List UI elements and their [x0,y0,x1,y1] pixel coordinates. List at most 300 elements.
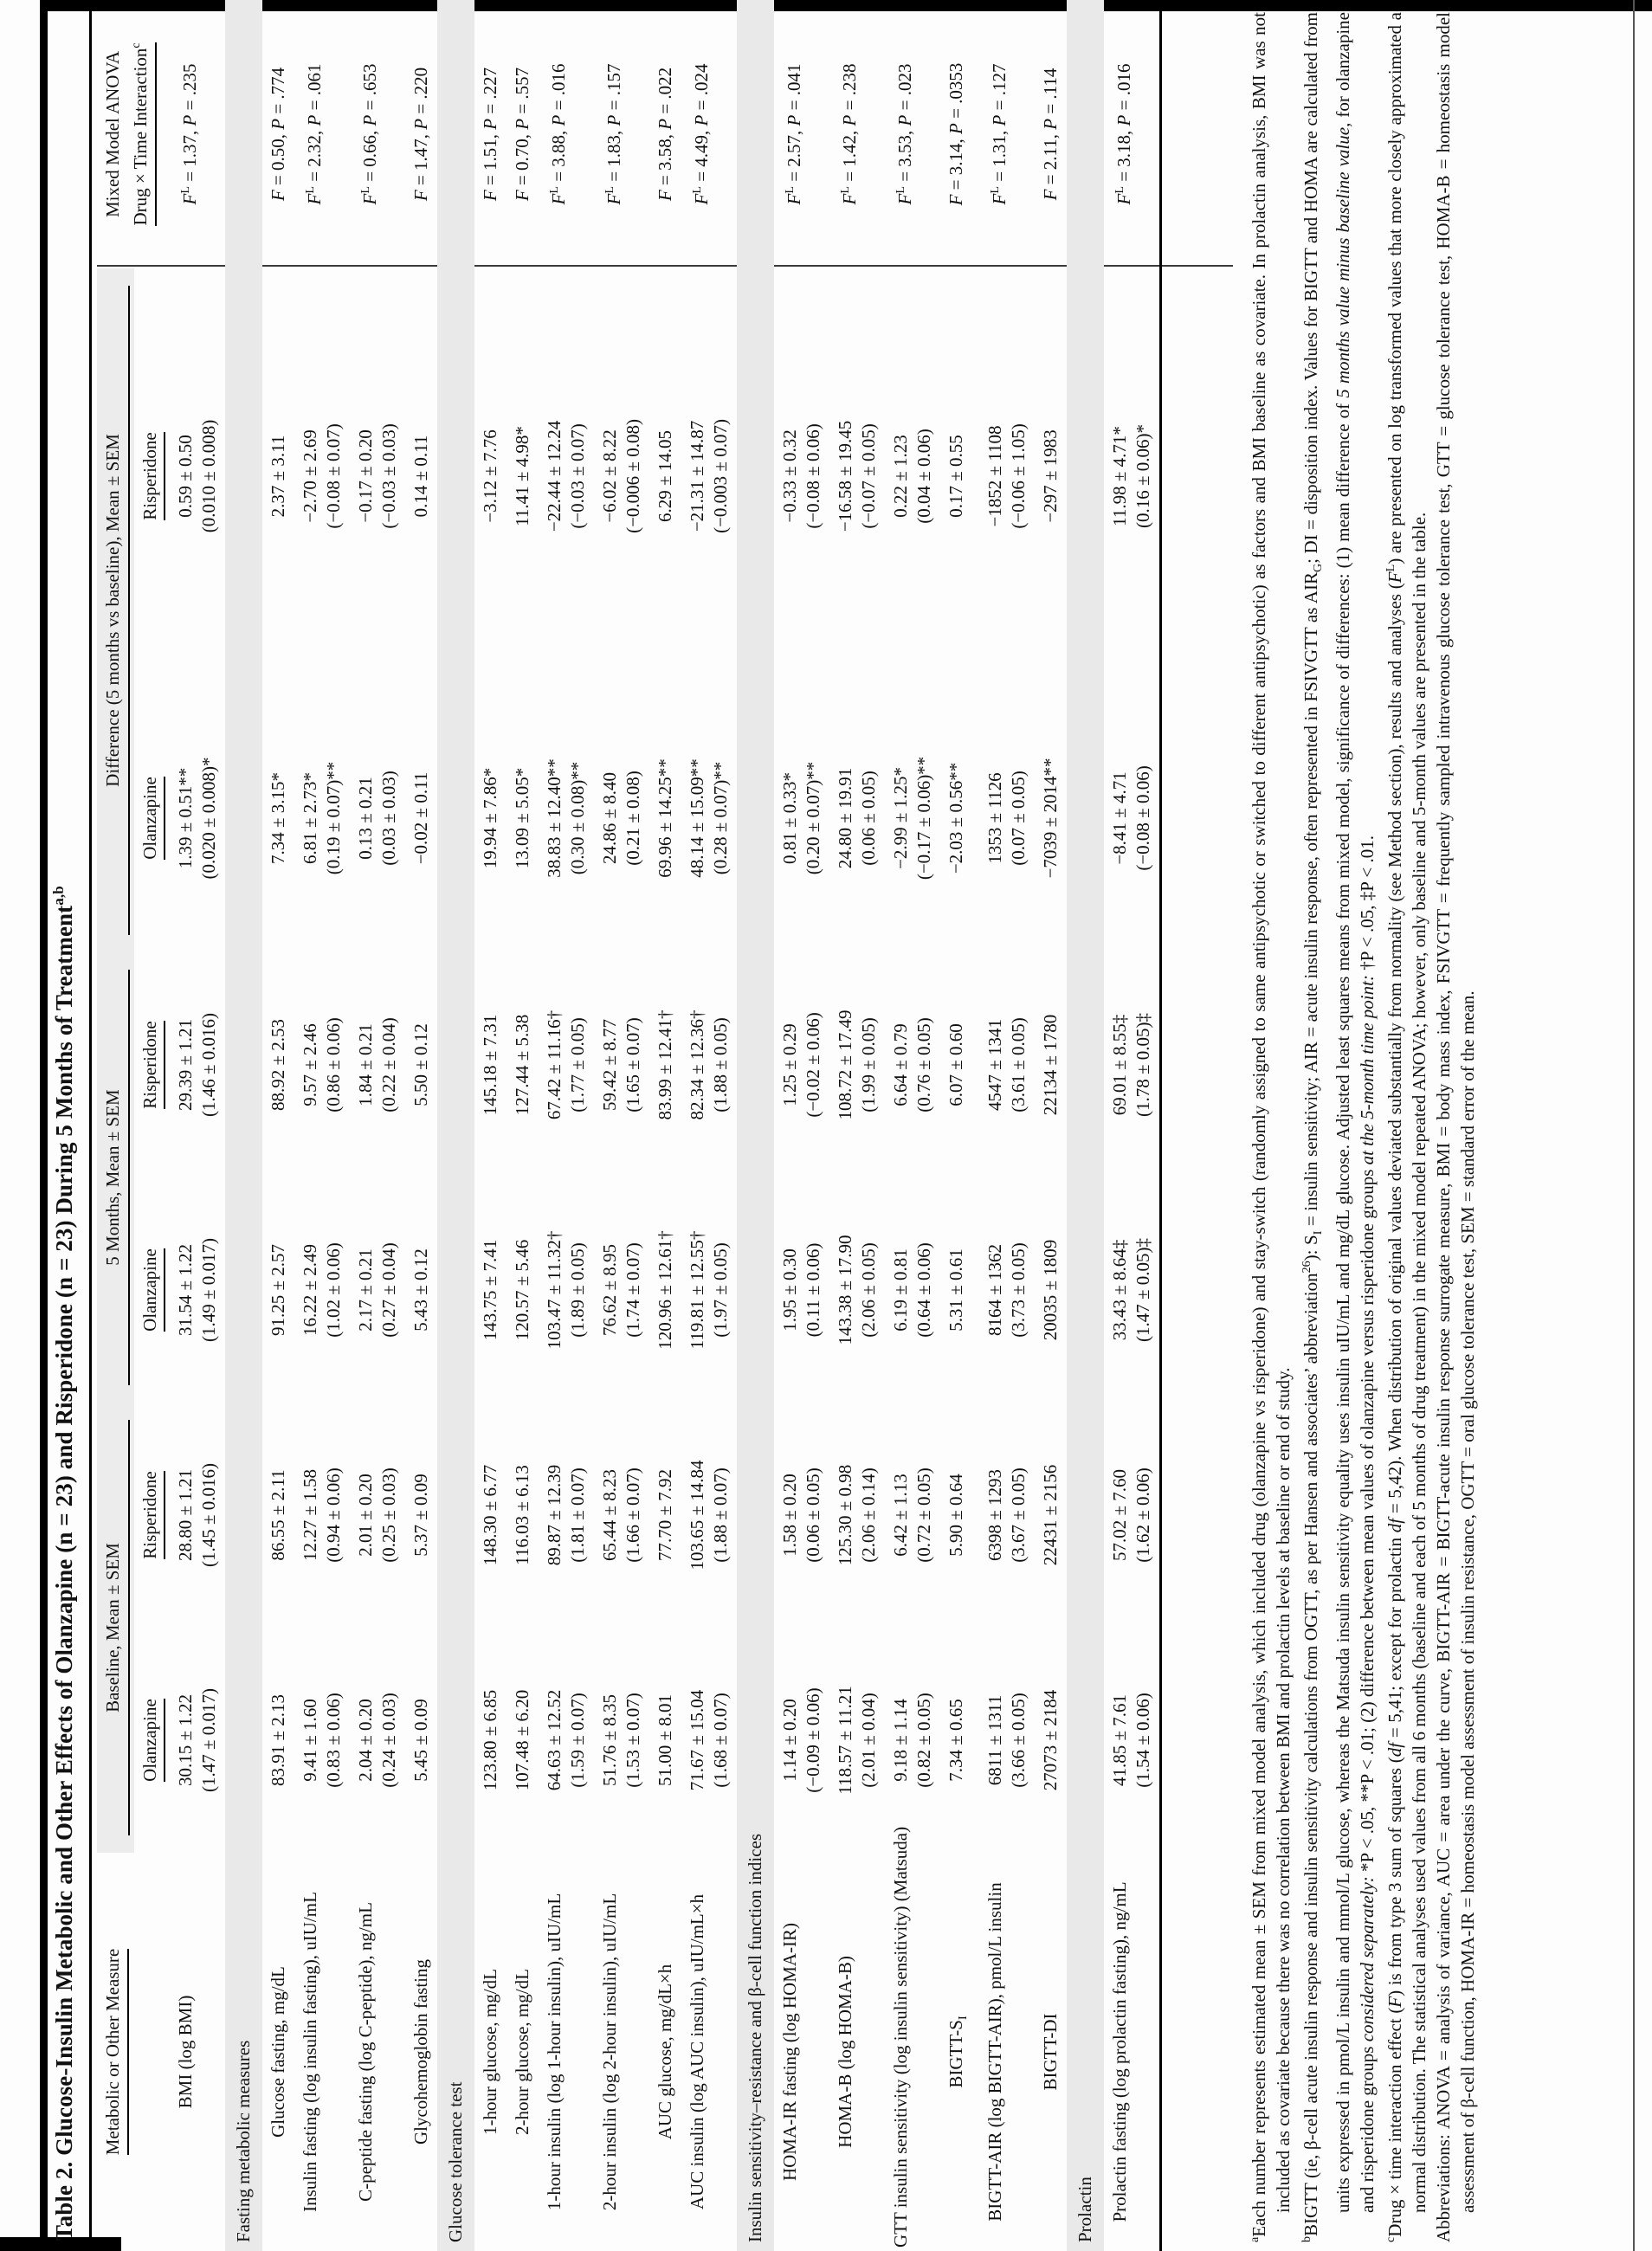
value-cell [474,1628,507,1853]
value-line: 6811 ± 1311 [984,1694,1006,1786]
value-line: 123.80 ± 6.85 [480,1689,500,1791]
value-cell [294,952,350,1177]
value-line: 6398 ± 1293 [984,1468,1006,1562]
value-cell [681,684,737,952]
log-value-line: (3.73 ± 0.05) [1008,1242,1029,1338]
value-cell [262,952,294,1177]
value-line: −7039 ± 2014** [1040,758,1062,879]
value-cell [405,1403,437,1628]
value-line: 118.57 ± 11.21 [835,1686,855,1795]
value-line: 51.00 ± 8.01 [655,1693,675,1787]
value-cell [294,684,350,952]
f-log-superscript: L [304,186,317,194]
value-cell [405,268,437,684]
log-value-line: (1.53 ± 0.07) [623,1693,643,1788]
value-cell [940,1628,979,1853]
value-line: 6.07 ± 0.60 [945,1023,966,1106]
value-line: 1.58 ± 0.20 [779,1474,800,1557]
table-row [474,0,507,2251]
anova-cell: $F^L = 1.83$, P = .157 [603,63,624,205]
p-value-symbol: P [512,118,532,130]
log-value-line: (1.74 ± 0.07) [623,1242,643,1338]
value-cell [885,1177,940,1403]
value-cell [829,268,885,684]
value-line: −16.58 ± 19.45 [835,420,855,532]
measure-label: BIGTT-DI [1040,2013,1062,2091]
measure-label: AUC insulin (log AUC insulin), uIU/mL×h [687,1893,707,2210]
value-cell [829,1177,885,1403]
value-cell [594,684,649,952]
value-line: 83.99 ± 12.41† [655,1009,675,1120]
value-cell [681,1628,737,1853]
value-line: 76.62 ± 8.95 [599,1243,620,1337]
table-top-rule [40,0,48,2251]
value-cell [294,1403,350,1628]
log-value-line: (0.76 ± 0.05) [913,1017,934,1113]
value-cell [681,1177,737,1403]
anova-cell: F = 3.58, P = .022 [655,67,675,202]
section-label: Glucose tolerance test [437,0,474,2251]
value-cell [1035,1177,1067,1403]
log-value-line: (0.72 ± 0.05) [913,1467,934,1563]
value-line: 48.14 ± 15.09** [687,758,707,878]
f-statistic-symbol: F [784,193,804,205]
section-row [225,0,262,2251]
anova-cell: F = 1.51, P = .227 [480,67,500,202]
value-line: 89.87 ± 12.39 [544,1464,565,1566]
f-statistic-symbol: F [1113,193,1135,205]
value-line: 1.84 ± 0.21 [355,1023,376,1106]
value-line: 148.30 ± 6.77 [480,1464,500,1566]
value-line: 116.03 ± 6.13 [512,1465,532,1565]
value-cell [507,268,539,684]
log-value-line: (1.46 ± 0.016) [198,1012,219,1117]
f-statistic-symbol: F [359,193,380,205]
value-line: 83.91 ± 2.13 [268,1693,288,1787]
table-row [539,0,594,2251]
value-cell [1035,684,1067,952]
subheader-difference-risperidone: Risperidone [134,268,170,684]
log-value-line: (1.54 ± 0.06) [1133,1693,1154,1788]
value-cell [774,1403,829,1628]
value-line: 30.15 ± 1.22 [175,1693,196,1787]
value-cell [594,268,649,684]
value-line: 77.70 ± 7.92 [655,1468,675,1562]
measure-label: AUC glucose, mg/dL×h [655,1964,675,2140]
log-value-line: (0.11 ± 0.06) [803,1242,823,1338]
anova-cell: $F^L = 1.42$, P = .238 [839,63,860,205]
footnote-superscript: 26 [1300,1261,1313,1274]
anova-cell: $F^L = 3.88$, P = .016 [548,63,569,205]
anova-cell: $F^L = 4.49$, P = .024 [691,63,712,205]
log-value-line: (−0.03 ± 0.07) [567,423,588,529]
footnote-c: $^c$Drug × time interaction effect (F) is from type 3 sum of squares (df = 5,41; except for prolactin df = 5,42). When distribution of original values deviated substantially from normality (see Method section), results and analyses $(F^L)$ are presented on log transformed values that more closely approximated a normal distribution. The statistical analyses used values from all 6 months (baseline and each of 5 months of drug treatment) in the mixed model repeated ANOVA; however, only baseline and 5-month values are presented in the table. [1384,12,1430,2242]
log-value-line: (0.20 ± 0.07)** [803,761,823,875]
value-cell [539,1403,594,1628]
value-cell [940,1403,979,1628]
value-cell [774,1628,829,1853]
table-row [405,0,437,2251]
log-value-line: (1.45 ± 0.016) [198,1463,219,1568]
anova-cell: $F^L = 3.18$, P = .016 [1113,63,1135,205]
value-line: 7.34 ± 3.15* [268,771,288,864]
table-title-text: Table 2. Glucose-Insulin Metabolic and Other Effects of Olanzapine (n = 23) and Risperidone (n = 23) During 5 Months of Treatment [51,905,77,2241]
value-line: 0.17 ± 0.55 [945,435,966,518]
f-log-superscript: L [894,186,907,194]
value-cell [829,952,885,1177]
value-line: 103.65 ± 14.84 [687,1460,707,1571]
value-cell [170,1628,225,1853]
value-line: 24.80 ± 19.91 [835,767,855,869]
value-cell [1104,1628,1161,1853]
value-cell [539,1177,594,1403]
value-cell [979,1177,1035,1403]
log-value-line: (−0.08 ± 0.06) [1133,765,1154,871]
value-line: −2.70 ± 2.69 [300,429,320,523]
log-value-line: (0.94 ± 0.06) [323,1467,344,1563]
log-value-line: (0.27 ± 0.04) [378,1242,399,1338]
log-value-line: (1.99 ± 0.05) [858,1017,879,1113]
table-row [350,0,405,2251]
table-row [649,0,681,2251]
anova-header-line2: Drug × Time Interaction$^c$ [125,42,157,225]
value-cell [405,1177,437,1403]
value-cell [829,684,885,952]
footnote-italic: considered separately: [1357,1876,1378,2042]
f-log-superscript: L [839,186,852,194]
value-cell [1104,1403,1161,1628]
subheader-5months-olanzapine: Olanzapine [134,1177,170,1403]
measure-label: Insulin fasting (log insulin fasting), uIU/mL [300,1892,320,2212]
log-value-line: (0.83 ± 0.06) [323,1693,344,1788]
measure-label: HOMA-IR fasting (log HOMA-IR) [779,1922,800,2182]
anova-cell: F = 0.50, P = .774 [268,67,288,202]
value-line: 0.14 ± 0.11 [410,435,431,518]
value-line: −297 ± 1983 [1040,429,1062,523]
anova-cell: $F^L = 0.66$, P = .653 [359,63,380,205]
value-line: 51.76 ± 8.35 [599,1693,620,1787]
value-line: 127.44 ± 5.38 [512,1014,532,1116]
value-line: 38.83 ± 12.40** [544,758,565,878]
p-value-symbol: P [1040,118,1062,130]
value-line: 91.25 ± 2.57 [268,1243,288,1337]
value-cell [594,1628,649,1853]
value-line: 2.37 ± 3.11 [268,435,288,518]
value-cell [979,268,1035,684]
value-line: 2.01 ± 0.20 [355,1474,376,1557]
value-cell [350,684,405,952]
value-cell [979,952,1035,1177]
table-row [774,0,829,2251]
anova-cell: $F^L = 3.53$, P = .023 [894,63,915,205]
log-value-line: (0.06 ± 0.05) [803,1467,823,1563]
f-log-superscript: L [784,186,797,194]
value-cell [885,684,940,952]
footnote-marker: a [1249,2236,1262,2242]
p-value-symbol: P [480,118,500,130]
value-cell [1035,1628,1067,1853]
log-value-line: (0.82 ± 0.05) [913,1693,934,1788]
f-statistic-symbol: F [480,190,500,202]
value-cell [405,952,437,1177]
table-row [507,0,539,2251]
value-cell [774,268,829,684]
value-cell [829,1628,885,1853]
measure-label: C-peptide fasting (log C-peptide), ng/mL [355,1902,376,2202]
value-line: 119.81 ± 12.55† [687,1230,707,1350]
measure-label: Glycohemoglobin fasting [410,1958,431,2145]
anova-cell: $F^L = 2.32$, P = .061 [304,63,325,205]
log-value-line: (2.06 ± 0.14) [858,1467,879,1563]
f-statistic-symbol: F [268,190,288,202]
value-line: 125.30 ± 0.98 [835,1464,855,1566]
value-cell [940,684,979,952]
value-line: 28.80 ± 1.21 [175,1468,196,1562]
value-line: 27073 ± 2184 [1040,1689,1062,1791]
log-value-line: (1.97 ± 0.05) [710,1242,731,1338]
value-line: 33.43 ± 8.64‡ [1109,1239,1131,1341]
log-value-line: (2.01 ± 0.04) [858,1693,879,1788]
value-cell [649,684,681,952]
f-statistic-symbol: F [548,193,569,205]
value-line: 11.98 ± 4.71* [1109,426,1131,526]
measure-label: BIGTT-AIR (log BIGTT-AIR), pmol/L insulin [984,1882,1006,2222]
value-line: 1353 ± 1126 [984,772,1006,864]
value-line: 7.34 ± 0.65 [945,1699,966,1782]
value-cell [1104,684,1161,952]
f-log-superscript: L [359,186,372,194]
value-cell [649,1628,681,1853]
value-cell [649,952,681,1177]
value-cell [774,1177,829,1403]
value-line: 6.64 ± 0.79 [890,1023,911,1106]
value-line: 108.72 ± 17.49 [835,1009,855,1120]
table-row [294,0,350,2251]
measure-label: Glucose fasting, mg/dL [268,1966,288,2138]
value-line: 0.13 ± 0.21 [355,777,376,860]
value-line: 120.96 ± 12.61† [655,1230,675,1350]
value-line: 9.57 ± 2.46 [300,1023,320,1106]
value-cell [474,684,507,952]
value-cell [940,952,979,1177]
value-cell [594,1403,649,1628]
value-cell [681,1403,737,1628]
value-cell [350,1403,405,1628]
anova-cell: F = 1.47, P = .220 [410,67,431,202]
group-header-5-months: 5 Months, Mean ± SEM [97,952,134,1403]
measure-label: 1-hour insulin (log 1-hour insulin), uIU/mL [544,1893,565,2211]
value-line: 71.67 ± 15.04 [687,1689,707,1791]
p-value-symbol: P [1113,114,1135,126]
section-row [437,0,474,2251]
value-cell [262,1403,294,1628]
value-line: 143.38 ± 17.90 [835,1235,855,1345]
value-line: 65.44 ± 8.23 [599,1468,620,1562]
log-value-line: (0.64 ± 0.06) [913,1242,934,1338]
value-cell [979,1403,1035,1628]
value-cell [594,952,649,1177]
f-statistic-symbol: F [655,190,675,202]
log-value-line: (0.86 ± 0.06) [323,1017,344,1113]
value-line: 13.09 ± 5.05* [512,767,532,869]
log-value-line: (1.02 ± 0.06) [323,1242,344,1338]
value-cell [1104,1177,1161,1403]
p-value-symbol: P [784,114,804,126]
f-statistic-symbol: F [839,193,860,205]
value-line: 22431 ± 2156 [1040,1464,1062,1566]
p-value-symbol: P [304,114,325,126]
value-cell [940,268,979,684]
value-cell [979,684,1035,952]
log-value-line: (0.020 ± 0.008)* [198,757,219,880]
value-line: 22134 ± 1780 [1040,1014,1062,1116]
value-line: 82.34 ± 12.36† [687,1009,707,1120]
f-statistic-symbol: F [512,190,532,202]
log-value-line: (3.61 ± 0.05) [1008,1017,1029,1113]
value-line: −21.31 ± 14.87 [687,420,707,532]
table-row [829,0,885,2251]
title-rule [89,0,92,2251]
p-value-symbol: P [691,114,712,126]
value-cell [350,1177,405,1403]
value-cell [681,268,737,684]
value-line: −0.33 ± 0.32 [779,429,800,523]
value-line: 4547 ± 1341 [984,1018,1006,1112]
value-line: 1.39 ± 0.51** [175,767,196,869]
f-log-superscript: L [1113,186,1127,194]
col-header-measure: Metabolic or Other Measure [97,1853,170,2251]
log-value-line: (0.30 ± 0.08)** [567,761,588,875]
value-line: −3.12 ± 7.76 [480,429,500,523]
footnote-italic: F [1384,571,1406,584]
p-value-symbol: P [179,114,200,126]
anova-cell: F = 0.70, P = .557 [512,67,532,202]
value-line: −1852 ± 1108 [984,425,1006,527]
value-cell [885,1628,940,1853]
log-value-line: (1.89 ± 0.05) [567,1242,588,1338]
f-statistic-symbol: F [179,193,200,205]
value-line: −2.03 ± 0.56** [945,762,966,874]
log-value-line: (1.65 ± 0.07) [623,1017,643,1113]
group-header-difference: Difference (5 months vs baseline), Mean ± SEM [97,268,134,952]
value-cell [940,1177,979,1403]
value-line: 145.18 ± 7.31 [480,1014,500,1116]
value-cell [507,952,539,1177]
section-row [737,0,774,2251]
subheader-difference-olanzapine: Olanzapine [134,684,170,952]
footnote-marker: b [1300,2236,1313,2242]
measure-label: BIGTT-$S_I$ [945,2016,971,2088]
log-value-line: (1.49 ± 0.017) [198,1238,219,1343]
footnote-italic: at the 5-month time point: [1357,975,1378,1165]
value-cell [979,1628,1035,1853]
value-cell [507,1177,539,1403]
log-value-line: (0.19 ± 0.07)** [323,761,344,875]
value-line: −6.02 ± 8.22 [599,429,620,523]
value-cell [405,1628,437,1853]
value-cell [774,684,829,952]
value-line: −0.02 ± 0.11 [410,771,431,865]
measure-label: 2-hour glucose, mg/dL [512,1969,532,2135]
footnote-abbreviations: Abbreviations: ANOVA = analysis of variance, AUC = area under the curve, BIGTT-AIR = BIGTT-acute insulin response surrogate measure, BMI = body mass index, FSIVGTT = frequently sampled intravenous glucose tolerance test, GTT = glucose tolerance test, HOMA-B = homeostasis model assessment of β-cell function, HOMA-IR = homeostasis model assessment of insulin resistance, OGTT = oral glucose tolerance test, SEM = standard error of the mean. [1433,12,1479,2242]
table-row [1104,0,1161,2251]
value-cell [262,1177,294,1403]
value-line: 8164 ± 1362 [984,1243,1006,1337]
value-cell [539,268,594,684]
value-line: 6.29 ± 14.05 [655,429,675,522]
col-header-anova [97,0,170,268]
value-line: −2.99 ± 1.25* [890,767,911,869]
log-value-line: (1.59 ± 0.07) [567,1693,588,1788]
f-log-superscript: L [989,186,1003,194]
value-cell [539,952,594,1177]
table-body [170,0,1161,2251]
value-line: 120.57 ± 5.46 [512,1239,532,1341]
f-statistic-symbol: F [945,194,966,206]
measure-label: HOMA-B (log HOMA-B) [835,1956,855,2148]
p-value-symbol: P [655,118,675,130]
value-cell [262,1628,294,1853]
measure-label-subscript: I [957,2016,971,2021]
value-line: 20035 ± 1809 [1040,1239,1062,1341]
anova-cell: F = 3.14, P = .0353 [945,62,966,206]
value-cell [1104,952,1161,1177]
table-title-superscript: a,b [50,886,67,906]
footer-rule [1633,0,1635,2251]
value-line: 1.95 ± 0.30 [779,1248,800,1332]
log-value-line: (−0.09 ± 0.06) [803,1687,823,1793]
measure-label: GTT insulin sensitivity (log insulin sensitivity) (Matsuda) [890,1826,911,2248]
value-line: 5.90 ± 0.64 [945,1474,966,1557]
value-cell [474,1403,507,1628]
footnote-italic: df [1384,1518,1406,1533]
anova-cell: $F^L = 1.31$, P = .127 [989,63,1010,205]
log-value-line: (1.77 ± 0.05) [567,1017,588,1113]
value-cell [885,268,940,684]
value-line: 103.47 ± 11.32† [544,1230,565,1350]
measure-label: 1-hour glucose, mg/dL [480,1969,500,2135]
log-value-line: (−0.08 ± 0.06) [803,423,823,529]
value-cell [539,1628,594,1853]
value-cell [774,952,829,1177]
table-row [681,0,737,2251]
log-value-line: (1.88 ± 0.05) [710,1017,731,1113]
footnote-italic: 5 months value minus baseline value, [1333,122,1354,398]
value-cell [649,268,681,684]
footnote-a: $^a$Each number represents estimated mean ± SEM from mixed model analysis, which included drug (olanzapine vs risperidone) and stay-switch (randomly assigned to same antipsychotic or switched to different antipsychotic) as factors and BMI baseline as covariate. In prolactin analysis, BMI was not included as covariate because there was no correlation between BMI and prolactin levels at baseline or end of study. [1249,12,1294,2242]
value-cell [649,1403,681,1628]
f-statistic-symbol: F [410,190,431,202]
log-value-line: (−0.003 ± 0.07) [710,419,731,533]
value-line: 59.42 ± 8.77 [599,1018,620,1112]
f-log-superscript: L [691,186,704,194]
value-cell [474,1177,507,1403]
value-cell [262,684,294,952]
value-cell [294,268,350,684]
value-cell [507,684,539,952]
value-cell [829,1403,885,1628]
value-line: 29.39 ± 1.21 [175,1018,196,1112]
section-label: Fasting metabolic measures [225,0,262,2251]
value-line: 57.02 ± 7.60 [1109,1468,1131,1562]
log-value-line: (1.68 ± 0.07) [710,1693,731,1788]
value-line: 19.94 ± 7.86* [480,767,500,869]
footnote-superscript: L [1384,564,1398,572]
p-value-symbol: P [603,114,624,126]
section-label: Prolactin [1067,0,1104,2251]
table-title [50,24,78,2241]
value-cell [170,1403,225,1628]
